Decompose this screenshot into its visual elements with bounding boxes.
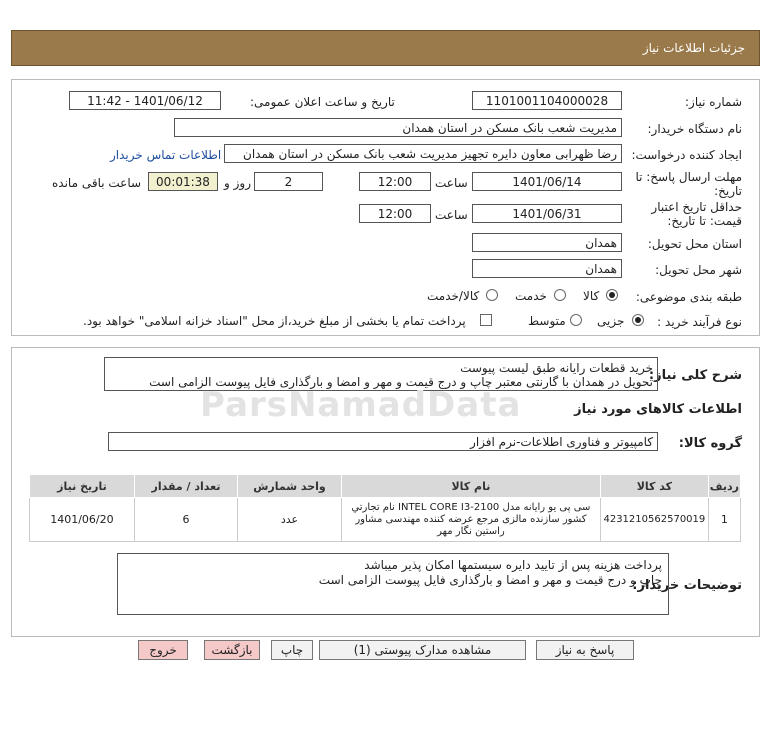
deadline-time-label: ساعت [435,176,468,190]
goods-table [29,474,741,542]
page-title: جزئیات اطلاعات نیاز [642,41,745,55]
process-radio-medium[interactable] [570,314,582,326]
creator-label: ایجاد کننده درخواست: [631,148,742,162]
validity-time-field[interactable]: 12:00 [359,204,431,223]
col-code: کد کالا [600,475,708,498]
cell-qty: 6 [134,498,237,542]
deadline-time-field[interactable]: 12:00 [359,172,431,191]
validity-label: حداقل تاریخ اعتبار قیمت: تا تاریخ: [651,200,742,228]
creator-field[interactable]: رضا ظهرابی معاون دایره تجهیز مدیریت شعب بانک مسکن در استان همدان [224,144,622,163]
payment-note: پرداخت تمام یا بخشی از مبلغ خرید،از محل "اسناد خزانه اسلامی" خواهد بود. [83,314,466,328]
city-label: شهر محل تحویل: [655,263,742,277]
print-button[interactable]: چاپ [271,640,313,660]
category-label: طبقه بندی موضوعی: [635,290,742,304]
page-header [11,30,760,66]
reply-button[interactable]: پاسخ به نیاز [536,640,634,660]
cell-unit: عدد [238,498,342,542]
validity-date-field[interactable]: 1401/06/31 [472,204,622,223]
need-number-label: شماره نیاز: [685,95,742,109]
summary-label: شرح کلی نیاز: [648,368,742,383]
cell-name: سی پی یو رایانه مدل INTEL CORE I3-2100 نام تجارتي کشور سازنده مالزی مرجع عرضه کننده مهندسی مشاور راستین نگار مهر [341,498,600,542]
category-radio-goods[interactable] [606,289,618,301]
need-number-field[interactable]: 1101001104000028 [472,91,622,110]
process-option-minor: جزیی [597,314,625,328]
table-row[interactable] [30,498,741,542]
process-option-medium: متوسط [528,314,566,328]
province-label: استان محل تحویل: [647,237,742,251]
notes-box [117,553,669,615]
notes-line-1: پرداخت هزینه پس از تایید دایره سیستمها امکان پذیر میباشد [364,558,662,572]
col-qty: تعداد / مقدار [134,475,237,498]
days-label: روز و [224,176,251,190]
cell-row: 1 [708,498,740,542]
announce-field[interactable]: 1401/06/12 - 11:42 [69,91,221,110]
cell-code: 4231210562570019 [600,498,708,542]
category-radio-both[interactable] [486,289,498,301]
remaining-time-field: 00:01:38 [148,172,218,191]
days-field[interactable]: 2 [254,172,323,191]
category-option-service: خدمت [515,289,547,303]
exit-button[interactable]: خروج [138,640,188,660]
treasury-payment-checkbox[interactable] [480,314,492,326]
buyer-field[interactable]: مدیریت شعب بانک مسکن در استان همدان [174,118,622,137]
deadline-date-field[interactable]: 1401/06/14 [472,172,622,191]
back-button[interactable]: بازگشت [204,640,260,660]
cell-date: 1401/06/20 [30,498,135,542]
category-option-both: کالا/خدمت [427,289,480,303]
validity-time-label: ساعت [435,208,468,222]
goods-section-title: اطلاعات کالاهای مورد نیاز [574,402,742,417]
notes-line-2: چاپ و درج قیمت و مهر و امضا و بارگذاری فایل پیوست الزامی است [318,573,662,587]
goods-group-label: گروه کالا: [678,436,742,451]
announce-label: تاریخ و ساعت اعلان عمومی: [250,95,395,109]
contact-buyer-link[interactable]: اطلاعات تماس خریدار [110,148,222,162]
goods-group-field[interactable]: کامپیوتر و فناوری اطلاعات-نرم افزار [108,432,658,451]
summary-line-1: خرید قطعات رایانه طبق لیست پیوست [460,361,653,375]
watermark: ParsNamadData [200,385,522,425]
notes-label: توضیحات خریدار: [632,578,742,593]
col-unit: واحد شمارش [238,475,342,498]
buyer-label: نام دستگاه خریدار: [647,122,742,136]
process-radio-minor[interactable] [632,314,644,326]
col-name: نام کالا [341,475,600,498]
province-field[interactable]: همدان [472,233,622,252]
process-label: نوع فرآیند خرید : [657,315,742,329]
category-radio-service[interactable] [554,289,566,301]
remaining-label: ساعت باقی مانده [52,176,142,190]
deadline-label: مهلت ارسال پاسخ: تا تاریخ: [635,170,742,198]
goods-table-header [30,475,741,498]
col-row: ردیف [708,475,740,498]
city-field[interactable]: همدان [472,259,622,278]
summary-line-2: تحویل در همدان با گارنتی معتبر چاپ و درج قیمت و مهر و امضا و بارگذاری فایل پیوست الزامی است [149,375,653,389]
view-attachments-button[interactable]: مشاهده مدارک پیوستی (1) [319,640,526,660]
category-option-goods: کالا [583,289,600,303]
col-date: تاریخ نیاز [30,475,135,498]
